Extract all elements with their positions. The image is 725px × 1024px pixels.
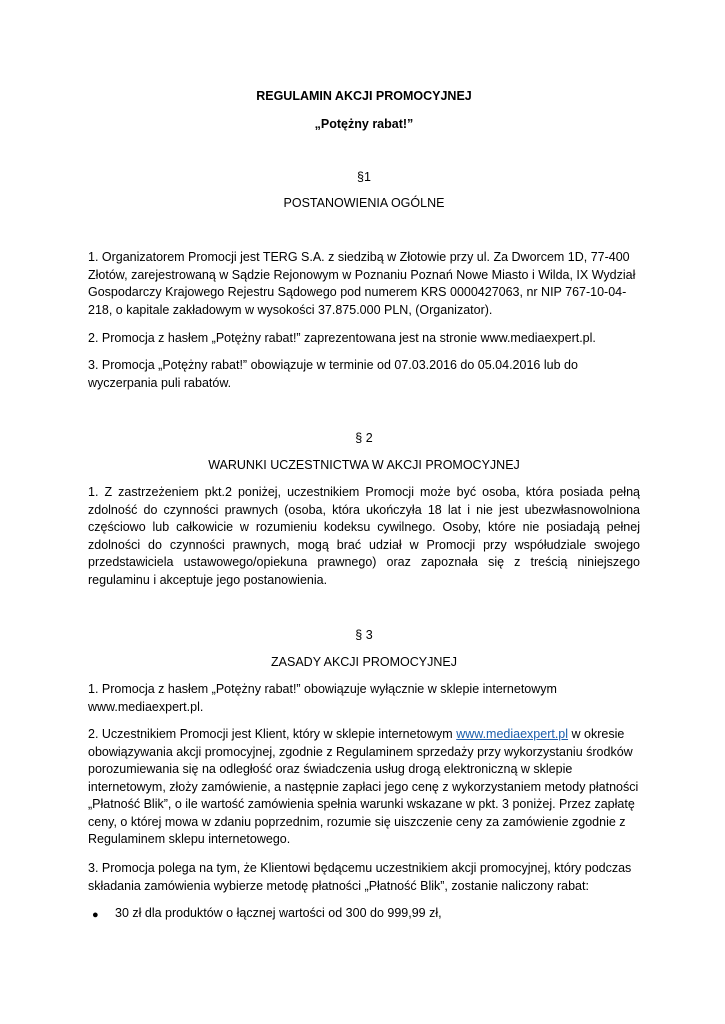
- section-3-number: § 3: [355, 628, 373, 642]
- discount-bullet-item: 30 zł dla produktów o łącznej wartości od 300 do 999,99 zł,: [115, 906, 442, 920]
- section-3-paragraph-2: [88, 726, 640, 849]
- section-1-paragraph-2: 2. Promocja z hasłem „Potężny rabat!” zaprezentowana jest na stronie www.mediaexpert.pl.: [88, 331, 596, 345]
- section-1-number: §1: [357, 170, 371, 184]
- section-3-paragraph-1: 1. Promocja z hasłem „Potężny rabat!” obowiązuje wyłącznie w sklepie internetowym www.mediaexpert.pl.: [88, 682, 557, 714]
- section-3-paragraph-2-start: 2. Uczestnikiem Promocji jest Klient, który w sklepie internetowym: [88, 727, 457, 741]
- section-3-paragraph-3: 3. Promocja polega na tym, że Klientowi będącemu uczestnikiem akcji promocyjnej, który podczas składania zamówienia wybierze metodę płatności „Płatność Blik”, zostanie naliczony rabat:: [88, 861, 632, 893]
- section-2-number: § 2: [355, 431, 373, 445]
- document-subtitle: „Potężny rabat!”: [314, 117, 414, 131]
- section-1-paragraph-3: 3. Promocja „Potężny rabat!” obowiązuje w terminie od 07.03.2016 do 05.04.2016 lub do wyczerpania puli rabatów.: [88, 358, 578, 390]
- section-3-heading: ZASADY AKCJI PROMOCYJNEJ: [271, 655, 457, 669]
- section-2-heading: WARUNKI UCZESTNICTWA W AKCJI PROMOCYJNEJ: [208, 458, 520, 472]
- mediaexpert-link[interactable]: www.mediaexpert.pl: [456, 727, 569, 741]
- bullet-icon: ●: [92, 909, 99, 921]
- document-title: REGULAMIN AKCJI PROMOCYJNEJ: [256, 89, 472, 103]
- section-1-paragraph-1: 1. Organizatorem Promocji jest TERG S.A. z siedzibą w Złotowie przy ul. Za Dworcem 1D, 77-400 Złotów, zarejestrowaną w Sądzie Rejonowym w Poznaniu Poznań Nowe Miasto i Wilda, IX Wydział Gospodarczy Krajowego Rejestru Sądowego pod numerem KRS 0000427063, nr NIP 767-10-04-218, o kapitale zakładowym w wysokości 37.875.000 PLN, (Organizator).: [88, 250, 636, 317]
- section-2-paragraph-1: 1. Z zastrzeżeniem pkt.2 poniżej, uczestnikiem Promocji może być osoba, która posiada pełną zdolność do czynności prawnych (osoba, która ukończyła 18 lat i nie jest ubezwłasnowolniona częściowo lub całkowicie w rozumieniu kodeksu cywilnego. Osoby, które nie posiadają pełnej zdolności do czynności prawnych, mogą brać udział w Promocji przy współudziale swojego przedstawiciela ustawowego/opiekuna prawnego) oraz zapoznała się z treścią niniejszego regulaminu i akceptuje jego postanowienia.: [88, 485, 640, 587]
- section-1-heading: POSTANOWIENIA OGÓLNE: [283, 196, 445, 210]
- section-3-paragraph-2-end: w okresie obowiązywania akcji promocyjnej, zgodnie z Regulaminem sprzedaży przy wykorzystaniu środków porozumiewania się na odległość oraz świadczenia usług drogą elektroniczną w sklepie internetowym, złoży zamówienie, a następnie zapłaci jego cenę z wykorzystaniem metody płatności „Płatność Blik”, o ile wartość zamówienia spełnia warunki wskazane w pkt. 3 poniżej. Przez zapłatę ceny, o której mowa w zdaniu poprzednim, rozumie się uiszczenie ceny za zamówienie zgodnie z Regulaminem sklepu internetowego.: [88, 727, 639, 846]
